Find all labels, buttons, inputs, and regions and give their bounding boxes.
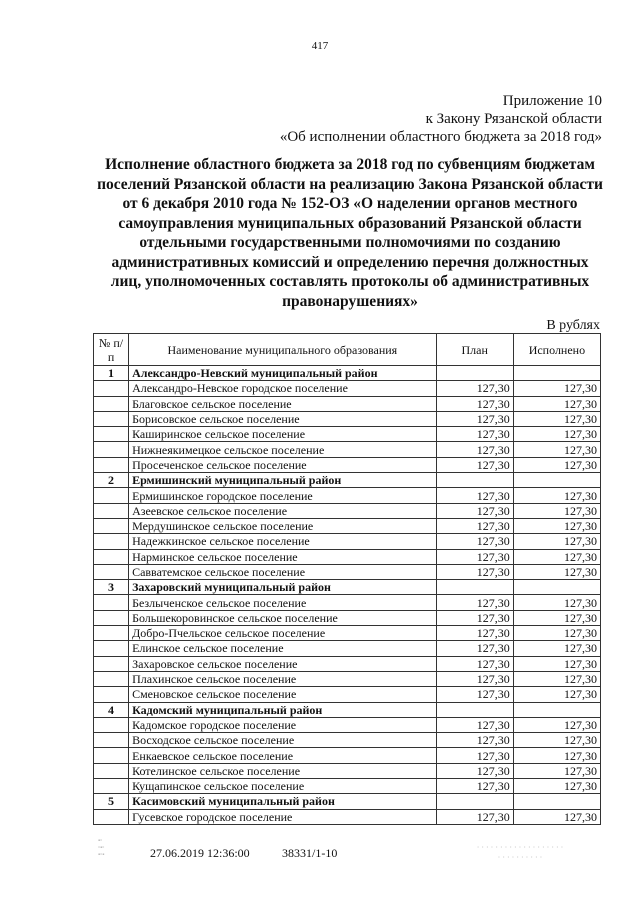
row-done: 127,30 bbox=[513, 411, 600, 426]
row-done: 127,30 bbox=[513, 733, 600, 748]
row-name: Добро-Пчельское сельское поселение bbox=[129, 626, 437, 641]
row-name: Кадомское городское поселение bbox=[129, 717, 437, 732]
row-done: 127,30 bbox=[513, 503, 600, 518]
row-name: Кадомский муниципальный район bbox=[129, 702, 437, 717]
row-number: 1 bbox=[94, 366, 129, 381]
table-row bbox=[94, 518, 601, 533]
district-row bbox=[94, 473, 601, 488]
row-number bbox=[94, 534, 129, 549]
row-number bbox=[94, 488, 129, 503]
header-plan: План bbox=[436, 334, 513, 366]
row-name: Ермишинское городское поселение bbox=[129, 488, 437, 503]
row-plan bbox=[436, 473, 513, 488]
row-done: 127,30 bbox=[513, 564, 600, 579]
row-plan: 127,30 bbox=[436, 687, 513, 702]
row-number bbox=[94, 549, 129, 564]
row-name: Восходское сельское поселение bbox=[129, 733, 437, 748]
table-row bbox=[94, 396, 601, 411]
row-plan: 127,30 bbox=[436, 641, 513, 656]
row-name: Борисовское сельское поселение bbox=[129, 411, 437, 426]
row-name: Азеевское сельское поселение bbox=[129, 503, 437, 518]
row-number bbox=[94, 503, 129, 518]
row-name: Каширинское сельское поселение bbox=[129, 427, 437, 442]
row-number: 2 bbox=[94, 473, 129, 488]
table-row bbox=[94, 626, 601, 641]
row-plan bbox=[436, 702, 513, 717]
row-name: Нарминское сельское поселение bbox=[129, 549, 437, 564]
row-plan: 127,30 bbox=[436, 733, 513, 748]
row-plan bbox=[436, 580, 513, 595]
table-row bbox=[94, 610, 601, 625]
row-done: 127,30 bbox=[513, 717, 600, 732]
table-row bbox=[94, 748, 601, 763]
row-plan: 127,30 bbox=[436, 381, 513, 396]
row-done bbox=[513, 580, 600, 595]
row-name: Александро-Невское городское поселение bbox=[129, 381, 437, 396]
row-plan: 127,30 bbox=[436, 411, 513, 426]
row-name: Большекоровинское сельское поселение bbox=[129, 610, 437, 625]
row-done: 127,30 bbox=[513, 549, 600, 564]
row-name: Котелинское сельское поселение bbox=[129, 763, 437, 778]
appendix-reference bbox=[280, 92, 602, 146]
row-name: Благовское сельское поселение bbox=[129, 396, 437, 411]
row-plan: 127,30 bbox=[436, 671, 513, 686]
row-name: Сменовское сельское поселение bbox=[129, 687, 437, 702]
row-number bbox=[94, 442, 129, 457]
row-plan: 127,30 bbox=[436, 809, 513, 824]
row-done: 127,30 bbox=[513, 671, 600, 686]
row-plan bbox=[436, 366, 513, 381]
row-number bbox=[94, 411, 129, 426]
header-done: Исполнено bbox=[513, 334, 600, 366]
table-row bbox=[94, 457, 601, 472]
row-plan: 127,30 bbox=[436, 748, 513, 763]
row-name: Александро-Невский муниципальный район bbox=[129, 366, 437, 381]
row-name: Гусевское городское поселение bbox=[129, 809, 437, 824]
row-plan: 127,30 bbox=[436, 656, 513, 671]
appendix-line-3: «Об исполнении областного бюджета за 2018 год» bbox=[279, 129, 602, 145]
footer-doc-id: 38331/1-10 bbox=[282, 846, 338, 860]
table-header-row bbox=[94, 334, 601, 366]
district-row bbox=[94, 702, 601, 717]
row-number: 3 bbox=[94, 580, 129, 595]
table-row bbox=[94, 809, 601, 824]
row-number bbox=[94, 381, 129, 396]
row-done bbox=[513, 702, 600, 717]
row-name: Плахинское сельское поселение bbox=[129, 671, 437, 686]
row-plan: 127,30 bbox=[436, 488, 513, 503]
row-done: 127,30 bbox=[513, 381, 600, 396]
row-number bbox=[94, 733, 129, 748]
row-number bbox=[94, 748, 129, 763]
row-plan: 127,30 bbox=[436, 457, 513, 472]
row-number bbox=[94, 457, 129, 472]
row-done: 127,30 bbox=[513, 656, 600, 671]
row-done: 127,30 bbox=[513, 442, 600, 457]
row-done: 127,30 bbox=[513, 748, 600, 763]
table-row bbox=[94, 687, 601, 702]
row-done: 127,30 bbox=[513, 595, 600, 610]
row-name: Нижнеякимецкое сельское поселение bbox=[129, 442, 437, 457]
row-plan: 127,30 bbox=[436, 534, 513, 549]
table-row bbox=[94, 549, 601, 564]
table-row bbox=[94, 595, 601, 610]
row-number bbox=[94, 687, 129, 702]
row-name: Савватемское сельское поселение bbox=[129, 564, 437, 579]
row-done: 127,30 bbox=[513, 427, 600, 442]
district-row bbox=[94, 580, 601, 595]
row-done: 127,30 bbox=[513, 396, 600, 411]
row-number bbox=[94, 641, 129, 656]
row-plan: 127,30 bbox=[436, 564, 513, 579]
row-name: Енкаевское сельское поселение bbox=[129, 748, 437, 763]
row-plan: 127,30 bbox=[436, 549, 513, 564]
row-name: Ермишинский муниципальный район bbox=[129, 473, 437, 488]
table-row bbox=[94, 763, 601, 778]
footer-datetime: 27.06.2019 12:36:00 bbox=[150, 846, 250, 860]
row-plan: 127,30 bbox=[436, 503, 513, 518]
stamp-mark-icon: ▪▫ ▫▪▫ ▪▫▪ bbox=[98, 838, 105, 858]
table-row bbox=[94, 671, 601, 686]
row-done: 127,30 bbox=[513, 518, 600, 533]
table-row bbox=[94, 717, 601, 732]
row-number bbox=[94, 396, 129, 411]
row-done: 127,30 bbox=[513, 610, 600, 625]
row-name: Просеченское сельское поселение bbox=[129, 457, 437, 472]
appendix-line-2: к Закону Рязанской области bbox=[425, 111, 602, 127]
row-plan: 127,30 bbox=[436, 626, 513, 641]
row-number bbox=[94, 518, 129, 533]
row-done: 127,30 bbox=[513, 534, 600, 549]
table-row bbox=[94, 656, 601, 671]
table-row bbox=[94, 411, 601, 426]
table-row bbox=[94, 488, 601, 503]
row-plan: 127,30 bbox=[436, 518, 513, 533]
row-number bbox=[94, 671, 129, 686]
row-plan: 127,30 bbox=[436, 610, 513, 625]
row-plan: 127,30 bbox=[436, 396, 513, 411]
row-plan: 127,30 bbox=[436, 595, 513, 610]
header-number: № п/п bbox=[94, 334, 129, 366]
electronic-signature-watermark-icon: · · · · · · · · · · · · · · · · · · · · · · · · · · · · · bbox=[476, 843, 564, 862]
row-number bbox=[94, 595, 129, 610]
document-title: Исполнение областного бюджета за 2018 год по субвенциям бюджетам поселений Рязанской области на реализацию Закона Рязанской области от 6 декабря 2010 года № 152-ОЗ «О наделении органов местного самоуправления муниципальных образований Рязанской области отдельными государственными полномочиями по созданию административных комиссий и определению перечня должностных лиц, уполномоченных составлять протоколы об административных правонарушениях» bbox=[97, 156, 603, 310]
row-plan bbox=[436, 794, 513, 809]
table-row bbox=[94, 442, 601, 457]
row-done: 127,30 bbox=[513, 641, 600, 656]
row-done bbox=[513, 366, 600, 381]
row-number bbox=[94, 656, 129, 671]
row-plan: 127,30 bbox=[436, 442, 513, 457]
row-number: 5 bbox=[94, 794, 129, 809]
row-name: Захаровский муниципальный район bbox=[129, 580, 437, 595]
page-number: 417 bbox=[311, 40, 329, 52]
row-number bbox=[94, 717, 129, 732]
table-row bbox=[94, 733, 601, 748]
table-row bbox=[94, 534, 601, 549]
row-done: 127,30 bbox=[513, 687, 600, 702]
row-number bbox=[94, 763, 129, 778]
table-row bbox=[94, 427, 601, 442]
row-number bbox=[94, 779, 129, 794]
row-name: Надежкинское сельское поселение bbox=[129, 534, 437, 549]
row-number bbox=[94, 809, 129, 824]
row-plan: 127,30 bbox=[436, 779, 513, 794]
table-row bbox=[94, 641, 601, 656]
row-done: 127,30 bbox=[513, 763, 600, 778]
table-row bbox=[94, 564, 601, 579]
budget-table bbox=[93, 333, 601, 825]
row-name: Елинское сельское поселение bbox=[129, 641, 437, 656]
units-label: В рублях bbox=[546, 318, 600, 333]
row-plan: 127,30 bbox=[436, 427, 513, 442]
row-name: Кущапинское сельское поселение bbox=[129, 779, 437, 794]
row-number bbox=[94, 564, 129, 579]
row-done: 127,30 bbox=[513, 779, 600, 794]
district-row bbox=[94, 366, 601, 381]
row-done bbox=[513, 473, 600, 488]
row-done bbox=[513, 794, 600, 809]
row-name: Мердушинское сельское поселение bbox=[129, 518, 437, 533]
row-number bbox=[94, 610, 129, 625]
table-row bbox=[94, 381, 601, 396]
header-name: Наименование муниципального образования bbox=[129, 334, 437, 366]
row-number bbox=[94, 427, 129, 442]
appendix-line-1: Приложение 10 bbox=[502, 93, 602, 109]
row-done: 127,30 bbox=[513, 626, 600, 641]
row-done: 127,30 bbox=[513, 488, 600, 503]
row-name: Захаровское сельское поселение bbox=[129, 656, 437, 671]
table-row bbox=[94, 503, 601, 518]
row-plan: 127,30 bbox=[436, 717, 513, 732]
row-done: 127,30 bbox=[513, 457, 600, 472]
row-name: Касимовский муниципальный район bbox=[129, 794, 437, 809]
row-number bbox=[94, 626, 129, 641]
row-plan: 127,30 bbox=[436, 763, 513, 778]
row-number: 4 bbox=[94, 702, 129, 717]
table-row bbox=[94, 779, 601, 794]
row-name: Безлыченское сельское поселение bbox=[129, 595, 437, 610]
district-row bbox=[94, 794, 601, 809]
row-done: 127,30 bbox=[513, 809, 600, 824]
